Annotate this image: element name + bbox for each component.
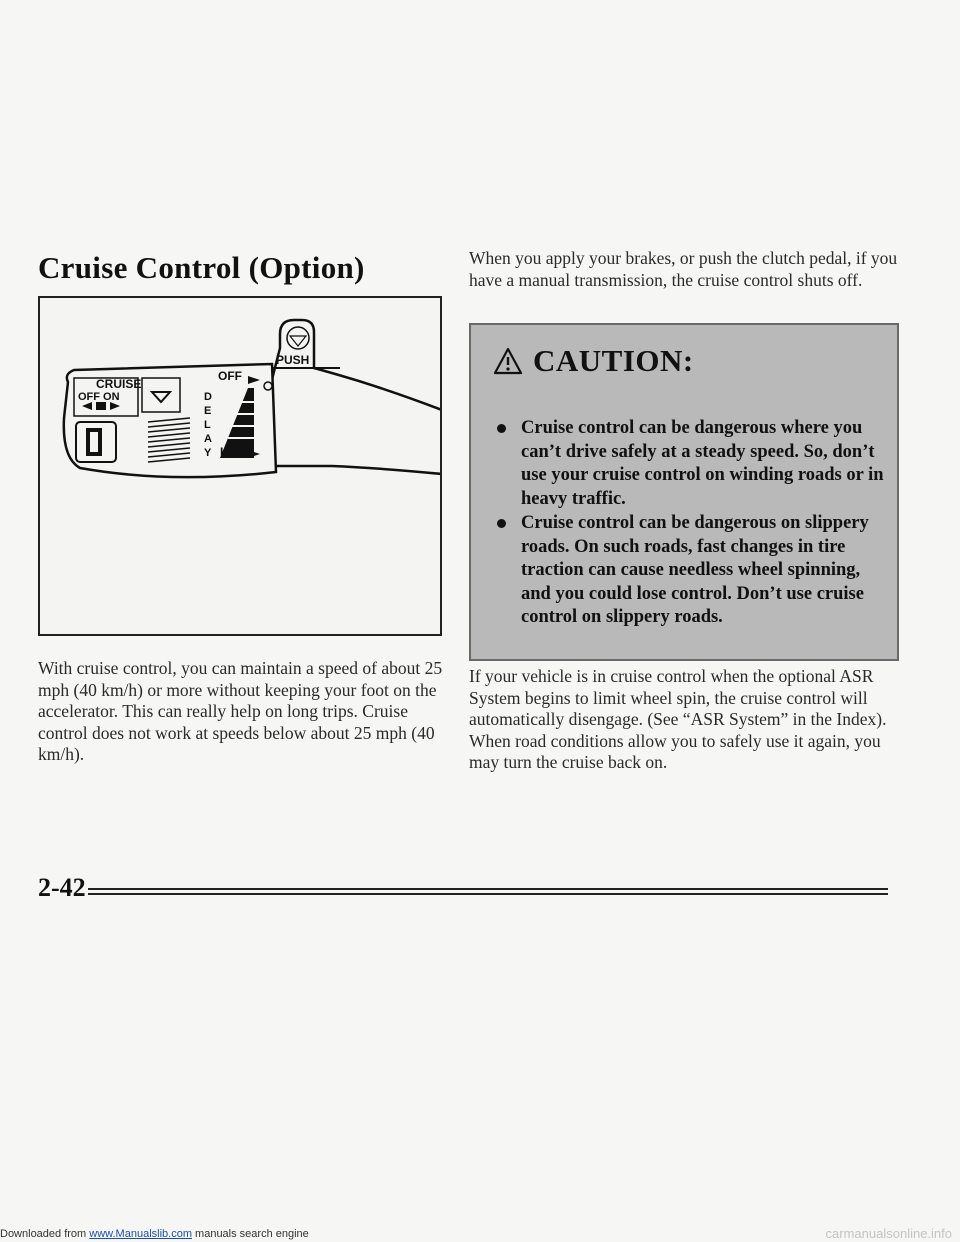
site-watermark: carmanualsonline.info bbox=[825, 1226, 952, 1241]
download-source-note bbox=[0, 1228, 309, 1240]
turn-signal-lever-drawing bbox=[40, 298, 440, 634]
cruise-control-illustration bbox=[38, 296, 442, 636]
delay-letter-d: D bbox=[204, 391, 212, 403]
asr-system-paragraph: If your vehicle is in cruise control when the optional ASR System begins to limit wheel spin, the cruise control will automatically disengage. (See “ASR System” in the Index). When road conditions allow you to safely use it again, you may turn the cruise back on. bbox=[469, 666, 887, 772]
download-prefix: Downloaded from bbox=[0, 1228, 90, 1240]
off-on-label: OFF ON bbox=[78, 391, 120, 403]
cruise-label: CRUISE bbox=[96, 377, 142, 391]
footer-rule bbox=[88, 888, 888, 890]
caution-list bbox=[495, 417, 887, 631]
caution-item-text: Cruise control can be dangerous on slippery roads. On such roads, fast changes in tire traction can cause needless wheel spinning, and you could lose control. Don’t use cruise control on slippery roads. bbox=[521, 513, 869, 627]
brake-shutoff-paragraph: When you apply your brakes, or push the clutch pedal, if you have a manual transmission, the cruise control shuts off. bbox=[469, 248, 898, 290]
bullet-icon bbox=[497, 519, 506, 528]
footer-rule bbox=[88, 893, 888, 895]
off-label: OFF bbox=[218, 369, 242, 383]
page-footer bbox=[38, 873, 888, 902]
caution-header bbox=[493, 343, 694, 379]
delay-letter-a: A bbox=[204, 433, 212, 445]
download-suffix: manuals search engine bbox=[191, 1228, 309, 1240]
delay-letter-y: Y bbox=[204, 447, 212, 459]
warning-triangle-icon bbox=[493, 347, 523, 375]
page-number: 2-42 bbox=[38, 873, 86, 902]
lo-label: LO bbox=[220, 445, 237, 459]
caution-item-text: Cruise control can be dangerous where you can’t drive safely at a steady speed. So, don’t use your cruise control on winding roads or in heavy traffic. bbox=[521, 418, 884, 509]
caution-box bbox=[469, 323, 899, 661]
delay-letter-l: L bbox=[204, 419, 211, 431]
cruise-intro-paragraph: With cruise control, you can maintain a speed of about 25 mph (40 km/h) or more without keeping your foot on the accelerator. This can really help on long trips. Cruise control does not work at speeds below about 25 mph (40 km/h). bbox=[38, 658, 443, 764]
push-label: PUSH bbox=[276, 353, 310, 367]
delay-letter-e: E bbox=[204, 405, 212, 417]
manualslib-link[interactable]: www.Manualslib.com bbox=[89, 1228, 192, 1240]
section-title: Cruise Control (Option) bbox=[38, 250, 365, 285]
caution-title: CAUTION: bbox=[533, 343, 694, 378]
bullet-icon bbox=[497, 424, 506, 433]
caution-item bbox=[495, 417, 887, 511]
caution-item bbox=[495, 512, 887, 630]
